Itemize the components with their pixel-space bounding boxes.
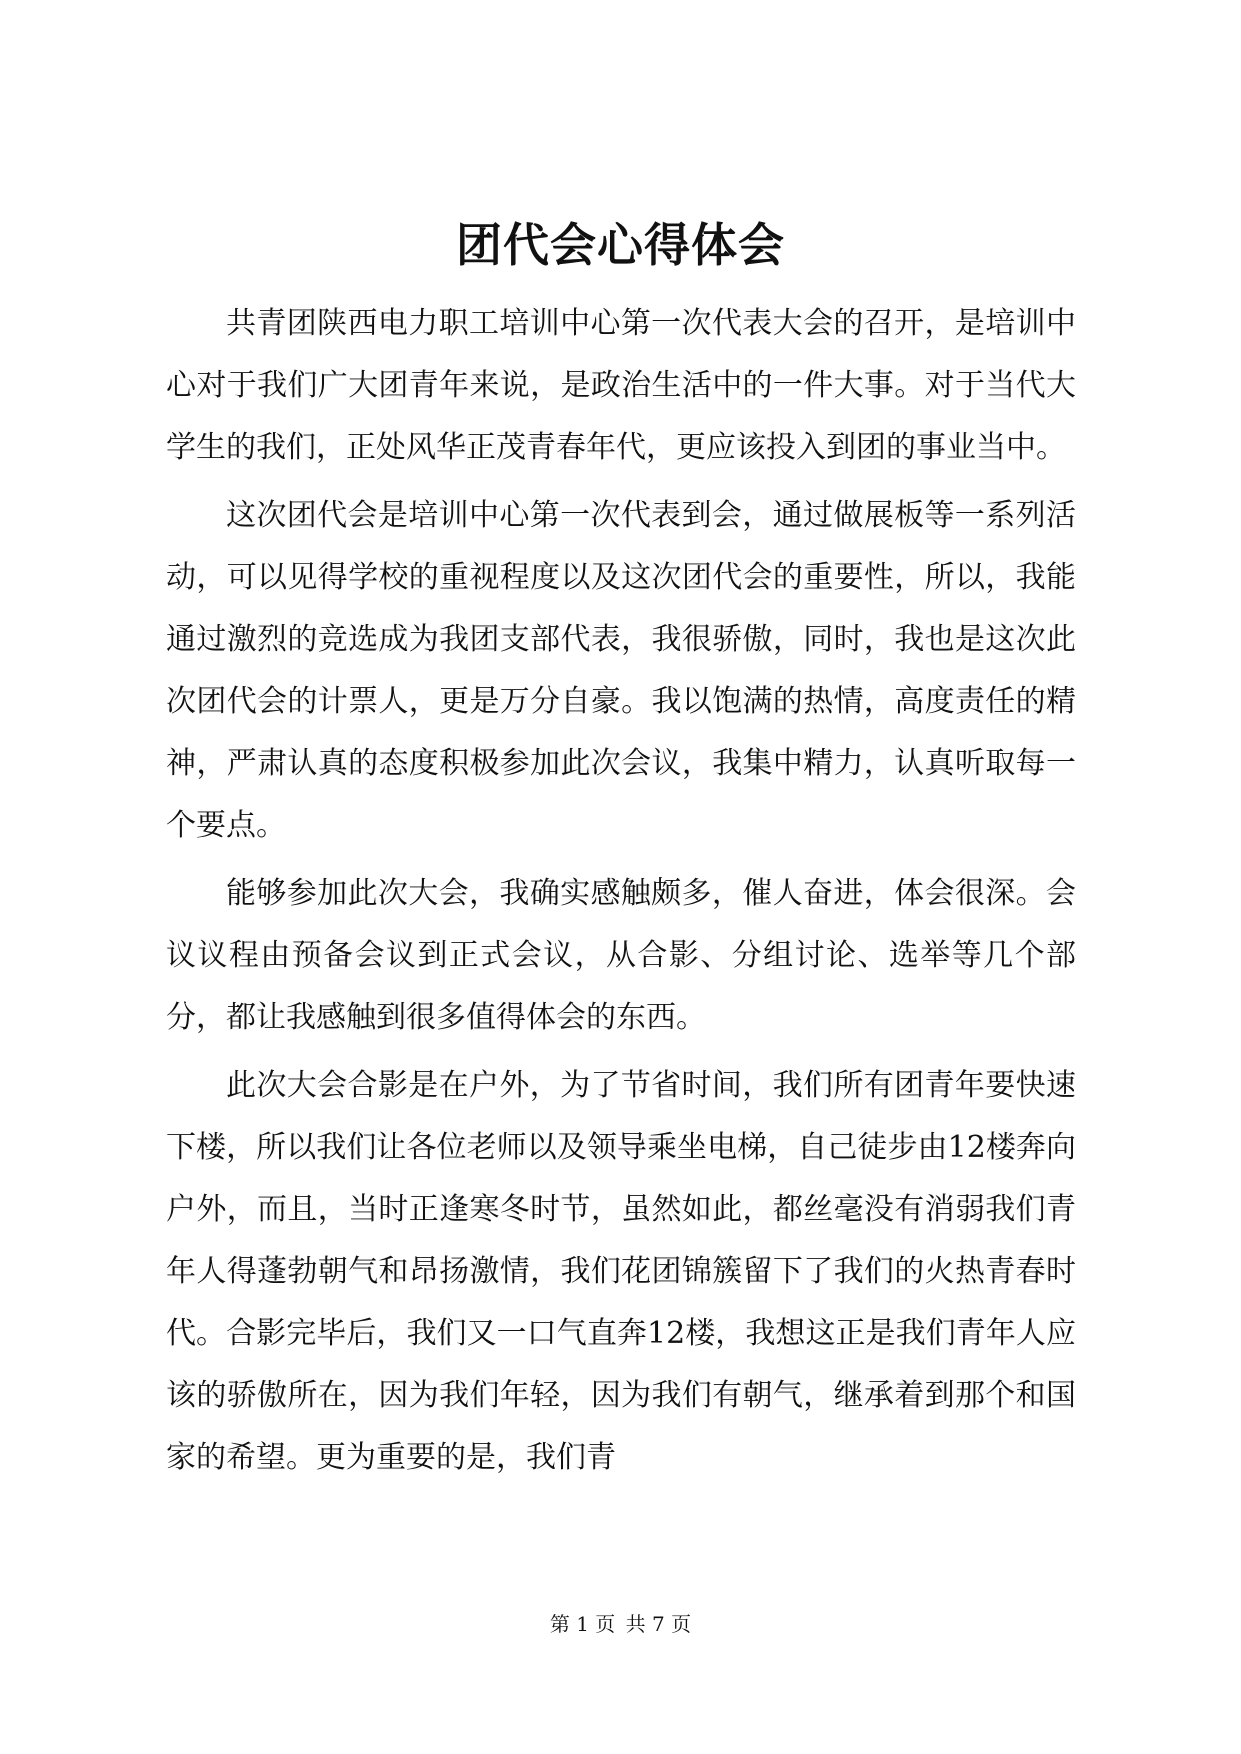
document-title: 团代会心得体会 (456, 218, 785, 272)
paragraph-4: 此次大会合影是在户外，为了节省时间，我们所有团青年要快速下楼，所以我们让各位老师以及领导乘坐电梯，自己徒步由12楼奔向户外，而且，当时正逢寒冬时节，虽然如此，都丝毫没有消弱我们青年人得蓬勃朝气和昂扬激情，我们花团锦簇留下了我们的火热青春时代。合影完毕后，我们又一口气直奔12楼，我想这正是我们青年人应该的骄傲所在，因为我们年轻，因为我们有朝气，继承着到那个和国家的希望。更为重要的是，我们青 (166, 1068, 1076, 1475)
paragraph-2: 这次团代会是培训中心第一次代表到会，通过做展板等一系列活动，可以见得学校的重视程度以及这次团代会的重要性，所以，我能通过激烈的竞选成为我团支部代表，我很骄傲，同时，我也是这次此次团代会的计票人，更是万分自豪。我以饱满的热情，高度责任的精神，严肃认真的态度积极参加此次会议，我集中精力，认真听取每一个要点。 (166, 498, 1076, 843)
paragraph-1: 共青团陕西电力职工培训中心第一次代表大会的召开，是培训中心对于我们广大团青年来说，是政治生活中的一件大事。对于当代大学生的我们，正处风华正茂青春年代，更应该投入到团的事业当中。 (166, 306, 1076, 465)
page-total: 共 7 页 (625, 1612, 692, 1636)
page-footer (0, 1608, 1241, 1637)
paragraph-3: 能够参加此次大会，我确实感触颇多，催人奋进，体会很深。会议议程由预备会议到正式会议，从合影、分组讨论、选举等几个部分，都让我感触到很多值得体会的东西。 (166, 876, 1076, 1035)
document-body (166, 293, 1076, 1495)
page-number: 第 1 页 (549, 1612, 616, 1636)
